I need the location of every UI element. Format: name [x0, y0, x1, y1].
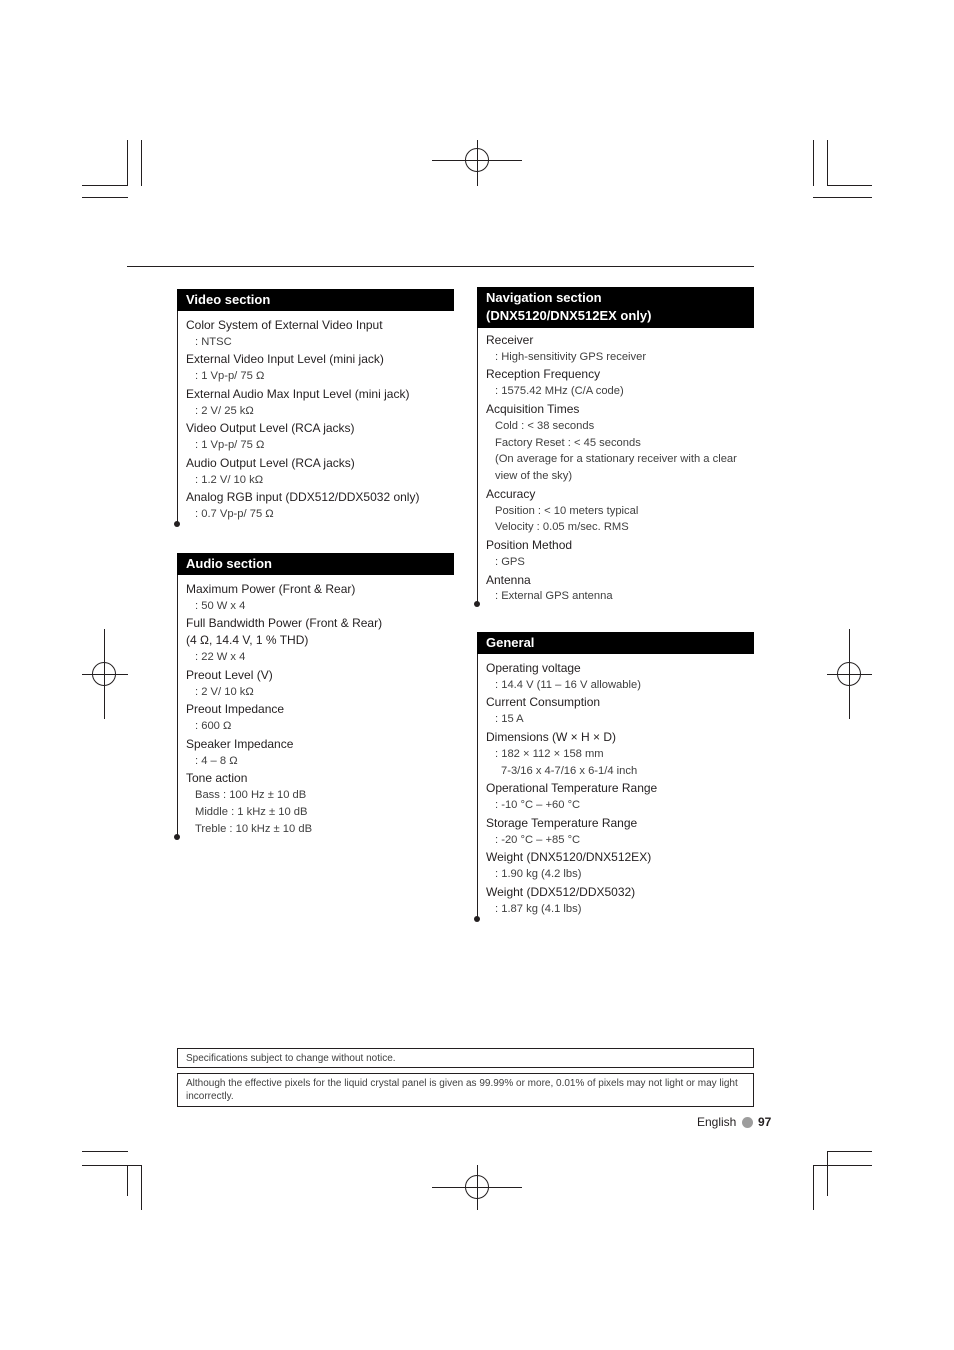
spec-label: Audio Output Level (RCA jacks) [186, 455, 355, 470]
spec-value: : GPS [495, 555, 525, 568]
spec-item [486, 660, 754, 694]
footer-language: English [697, 1115, 737, 1129]
spec-label: Video Output Level (RCA jacks) [186, 421, 355, 436]
spec-label: Analog RGB input (DDX512/DDX5032 only) [186, 490, 420, 505]
spec-item [186, 615, 454, 665]
spec-value: : 0.7 Vp-p/ 75 Ω [195, 508, 274, 521]
spec-label: External Audio Max Input Level (mini jack) [186, 386, 410, 401]
spec-label: Speaker Impedance [186, 736, 294, 751]
spec-item [486, 694, 754, 728]
spec-label: Weight (DNX5120/DNX512EX) [486, 850, 652, 865]
spec-item [486, 366, 754, 400]
spec-item [186, 386, 454, 420]
spec-label: Reception Frequency [486, 367, 601, 382]
spec-label: Position Method [486, 538, 573, 553]
spec-item [486, 537, 754, 571]
video-section-heading [177, 289, 454, 311]
navigation-section-heading [477, 287, 754, 328]
spec-label: Accuracy [486, 486, 536, 501]
section-bar [477, 654, 478, 919]
section-end-bullet [174, 521, 180, 527]
spec-value: : 2 V/ 10 kΩ [195, 685, 254, 698]
spec-value: : 1 Vp-p/ 75 Ω [195, 370, 265, 383]
spec-value: 7-3/16 x 4-7/16 x 6-1/4 inch [501, 764, 638, 777]
spec-item [186, 351, 454, 385]
audio-section-heading [177, 553, 454, 575]
note-text: Specifications subject to change without notice. [186, 1053, 396, 1064]
spec-label: Color System of External Video Input [186, 318, 383, 332]
section-end-bullet [474, 916, 480, 922]
spec-value: Factory Reset : < 45 seconds [495, 436, 641, 449]
spec-item [486, 884, 754, 918]
spec-item [486, 729, 754, 779]
spec-item [186, 701, 454, 735]
footer-dot-icon [742, 1117, 753, 1128]
spec-value: Cold : < 38 seconds [495, 419, 595, 432]
spec-label: Preout Level (V) [186, 667, 273, 682]
spec-label: Receiver [486, 333, 534, 347]
spec-item [186, 455, 454, 489]
spec-label: Operational Temperature Range [486, 781, 658, 796]
spec-value: : High-sensitivity GPS receiver [495, 350, 647, 363]
section-bar [177, 575, 178, 837]
spec-label-line2: (4 Ω, 14.4 V, 1 % THD) [186, 633, 309, 648]
spec-label: External Video Input Level (mini jack) [186, 352, 384, 367]
general-section-body [486, 660, 754, 918]
spec-value: : 1.2 V/ 10 kΩ [195, 473, 264, 486]
section-end-bullet [174, 834, 180, 840]
spec-value: : 14.4 V (11 – 16 V allowable) [495, 678, 641, 691]
page-footer [640, 1115, 774, 1131]
spec-value: Velocity : 0.05 m/sec. RMS [495, 521, 629, 534]
spec-label: Storage Temperature Range [486, 815, 638, 830]
audio-section-title: Audio section [186, 556, 272, 571]
spec-value: view of the sky) [495, 470, 573, 483]
spec-item [486, 849, 754, 883]
section-end-bullet [474, 601, 480, 607]
spec-value: (On average for a stationary receiver with a clear [495, 453, 737, 466]
spec-value: : External GPS antenna [495, 590, 613, 603]
spec-label: Dimensions (W × H × D) [486, 729, 617, 744]
spec-item [486, 401, 754, 485]
spec-value: : 1575.42 MHz (C/A code) [495, 385, 624, 398]
navigation-section-title: Navigation section [486, 290, 602, 305]
spec-label: Antenna [486, 572, 531, 587]
spec-value: : 15 A [495, 713, 524, 726]
spec-item [186, 581, 454, 615]
spec-label: Preout Impedance [186, 702, 285, 717]
spec-label: Operating voltage [486, 661, 581, 675]
spec-item [186, 667, 454, 701]
spec-value: : 2 V/ 25 kΩ [195, 404, 254, 417]
spec-value: : 1.90 kg (4.2 lbs) [495, 868, 582, 881]
spec-item [486, 815, 754, 849]
spec-value: : 50 W x 4 [195, 599, 246, 612]
spec-value: : NTSC [195, 335, 232, 348]
spec-value: : 4 – 8 Ω [195, 754, 238, 767]
note-box-pixels [177, 1073, 754, 1107]
video-section-body [186, 317, 454, 524]
note-text: Although the effective pixels for the liquid crystal panel is given as 99.99% or more, 0.01% of pixels may not light or may light incorrectly. [186, 1078, 738, 1102]
spec-value: : 1.87 kg (4.1 lbs) [495, 902, 582, 915]
spec-value: : 1 Vp-p/ 75 Ω [195, 439, 265, 452]
spec-value: Middle : 1 kHz ± 10 dB [195, 805, 308, 818]
spec-value: : -10 °C – +60 °C [495, 799, 581, 812]
spec-item [486, 486, 754, 536]
navigation-section-body [486, 332, 754, 606]
spec-label: Full Bandwidth Power (Front & Rear) [186, 616, 383, 631]
audio-section-body [186, 581, 454, 838]
navigation-section-subtitle: (DNX5120/DNX512EX only) [486, 308, 652, 323]
spec-label: Weight (DDX512/DDX5032) [486, 884, 636, 899]
section-bar [177, 311, 178, 524]
spec-item [186, 736, 454, 770]
spec-value: Treble : 10 kHz ± 10 dB [195, 822, 313, 835]
spec-value: : 600 Ω [195, 720, 232, 733]
spec-value: : -20 °C – +85 °C [495, 833, 581, 846]
note-box-specifications [177, 1048, 754, 1068]
video-section-title: Video section [186, 292, 271, 307]
spec-item [486, 332, 754, 366]
section-bar [477, 328, 478, 604]
spec-label: Tone action [186, 771, 248, 786]
spec-item [186, 489, 454, 523]
spec-item [486, 780, 754, 814]
spec-item [486, 572, 754, 606]
spec-value: Position : < 10 meters typical [495, 504, 639, 517]
spec-label: Current Consumption [486, 695, 601, 710]
general-section-title: General [486, 635, 535, 650]
general-section-heading [477, 632, 754, 654]
header-rule [127, 266, 754, 267]
spec-label: Maximum Power (Front & Rear) [186, 582, 356, 596]
spec-item [186, 420, 454, 454]
spec-value: : 182 × 112 × 158 mm [495, 747, 604, 760]
spec-item [186, 770, 454, 837]
spec-value: : 22 W x 4 [195, 651, 246, 664]
spec-item [186, 317, 454, 351]
spec-value: Bass : 100 Hz ± 10 dB [195, 789, 307, 802]
spec-label: Acquisition Times [486, 401, 580, 416]
page-number: 97 [758, 1115, 772, 1129]
